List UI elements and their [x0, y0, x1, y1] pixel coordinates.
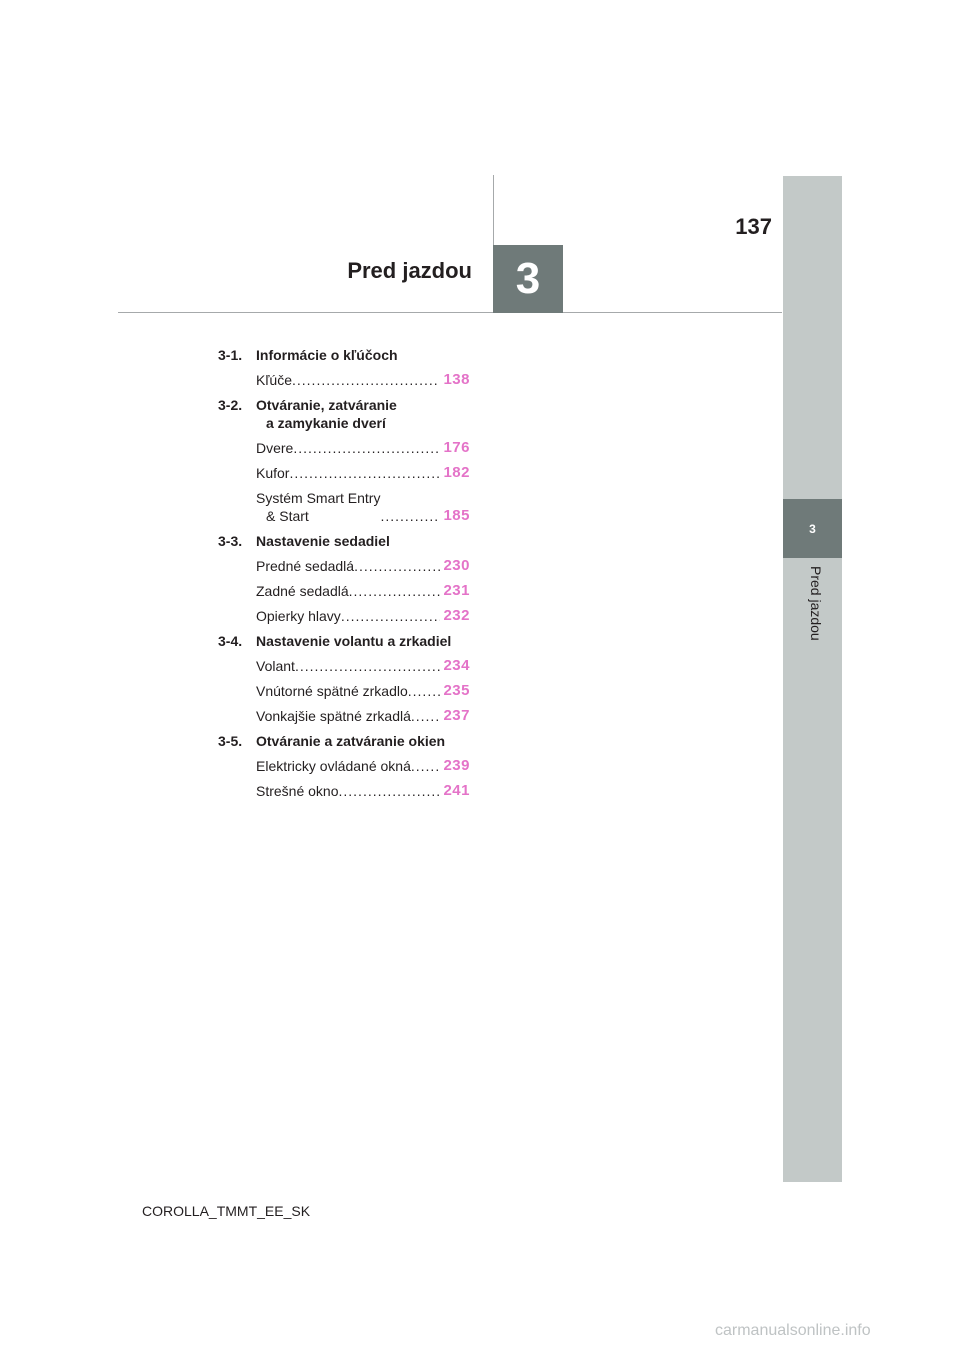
toc-entry[interactable] [256, 439, 470, 457]
entry-page-link[interactable]: 231 [443, 582, 470, 599]
entry-leader-dots [380, 507, 440, 525]
entry-leader-dots [354, 557, 440, 575]
section-title: Informácie o kľúčoch [256, 347, 398, 363]
toc-entry[interactable] [256, 557, 470, 575]
entry-label: Volant [256, 658, 295, 674]
section-number: 3-5. [218, 733, 243, 749]
section-title-line: Otváranie, zatváranie [256, 397, 397, 413]
entry-page-link[interactable]: 237 [443, 707, 470, 724]
header-rule [118, 312, 782, 313]
section-number: 3-4. [218, 633, 243, 649]
entry-label: Vnútorné spätné zrkadlo [256, 683, 408, 699]
section-title [256, 396, 470, 432]
entry-label: Zadné sedadlá [256, 583, 349, 599]
entry-label: Vonkajšie spätné zrkadlá [256, 708, 411, 724]
entry-leader-dots [341, 607, 440, 625]
section-number: 3-2. [218, 397, 243, 413]
entry-page-link[interactable]: 235 [443, 682, 470, 699]
toc-entry[interactable] [256, 582, 470, 600]
entry-page-link[interactable]: 232 [443, 607, 470, 624]
vertical-rule [493, 175, 494, 245]
chapter-title: Pred jazdou [347, 258, 472, 283]
watermark: carmanualsonline.info [715, 1322, 871, 1339]
entry-label: Kľúče [256, 372, 292, 388]
section-title: Nastavenie volantu a zrkadiel [256, 633, 452, 649]
entry-label: Kufor [256, 465, 290, 481]
toc-entry[interactable] [256, 682, 470, 700]
section-title: Otváranie a zatváranie okien [256, 733, 446, 749]
section-title-line: a zamykanie dverí [266, 415, 386, 431]
entry-label [256, 489, 380, 525]
side-tab[interactable]: 3 [783, 499, 842, 558]
entry-label: Strešné okno [256, 783, 339, 799]
toc-entry[interactable] [256, 657, 470, 675]
entry-leader-dots [349, 582, 440, 600]
section-number: 3-3. [218, 533, 243, 549]
entry-page-link[interactable]: 182 [443, 464, 470, 481]
entry-page-link[interactable]: 241 [443, 782, 470, 799]
side-tab-label: Pred jazdou [808, 566, 824, 641]
footer-text: COROLLA_TMMT_EE_SK [142, 1203, 311, 1219]
entry-label-line: & Start [266, 508, 309, 524]
entry-label: Opierky hlavy [256, 608, 341, 624]
entry-page-link[interactable]: 185 [443, 507, 470, 524]
entry-leader-dots [292, 371, 440, 389]
chapter-number-box: 3 [493, 245, 563, 313]
toc-entry[interactable] [256, 464, 470, 482]
entry-page-link[interactable]: 234 [443, 657, 470, 674]
toc-entry[interactable] [256, 782, 470, 800]
page-number: 137 [735, 214, 772, 239]
toc-section [218, 346, 470, 364]
table-of-contents [218, 346, 470, 807]
toc-entry[interactable] [256, 607, 470, 625]
entry-page-link[interactable]: 230 [443, 557, 470, 574]
toc-entry[interactable] [256, 757, 470, 775]
section-title: Nastavenie sedadiel [256, 533, 390, 549]
entry-page-link[interactable]: 138 [443, 371, 470, 388]
entry-leader-dots [293, 439, 440, 457]
toc-section [218, 732, 470, 750]
section-number: 3-1. [218, 347, 243, 363]
toc-entry[interactable] [256, 489, 470, 525]
entry-page-link[interactable]: 239 [443, 757, 470, 774]
entry-page-link[interactable]: 176 [443, 439, 470, 456]
side-strip [783, 176, 842, 1182]
entry-label: Dvere [256, 440, 294, 456]
toc-entry[interactable] [256, 371, 470, 389]
entry-label: Predné sedadlá [256, 558, 355, 574]
toc-section [218, 532, 470, 550]
entry-leader-dots [339, 782, 441, 800]
entry-leader-dots [411, 757, 440, 775]
entry-leader-dots [295, 657, 440, 675]
entry-leader-dots [289, 464, 440, 482]
entry-leader-dots [408, 682, 440, 700]
entry-leader-dots [411, 707, 440, 725]
toc-entry[interactable] [256, 707, 470, 725]
entry-label: Elektricky ovládané okná [256, 758, 411, 774]
entry-label-line: Systém Smart Entry [256, 490, 381, 506]
toc-section [218, 632, 470, 650]
toc-section [218, 396, 470, 432]
